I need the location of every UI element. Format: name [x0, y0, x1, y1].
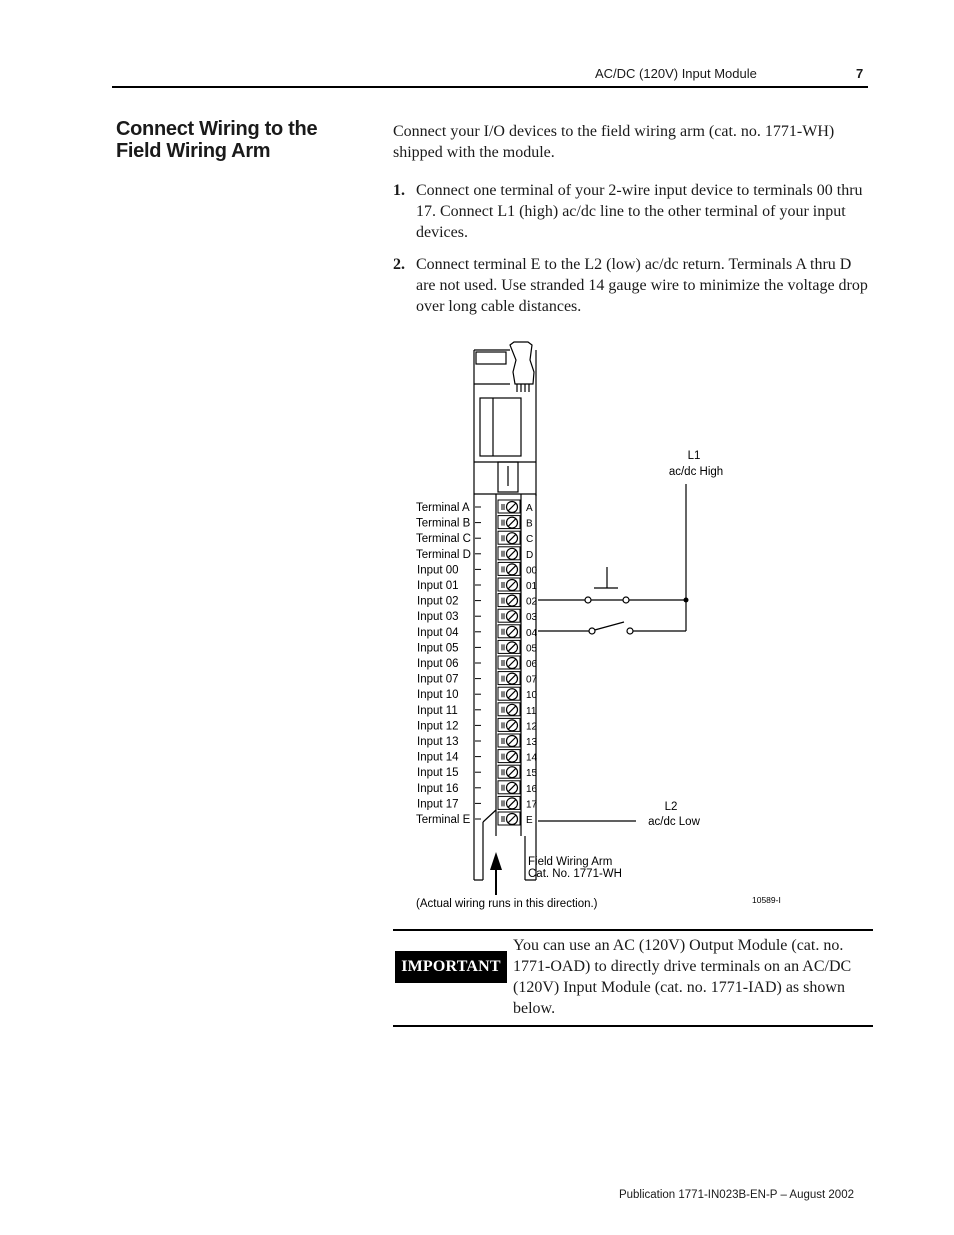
- terminal-code: 11: [526, 705, 537, 717]
- terminal-code: 03: [526, 612, 538, 624]
- terminal-screw: [475, 672, 520, 685]
- terminal-label: Terminal A: [416, 502, 470, 514]
- direction-note: (Actual wiring runs in this direction.): [416, 898, 598, 910]
- terminal-code: 17: [526, 799, 538, 811]
- important-top-rule: [393, 929, 873, 931]
- terminal-screw: [475, 734, 520, 747]
- l1-sub-label: ac/dc High: [668, 466, 724, 478]
- terminal-screw: [475, 656, 520, 669]
- important-text: You can use an AC (120V) Output Module (cat. no. 1771-OAD) to directly drive terminals on an AC/DC (120V) Input Module (cat. no. 1771-IAD) as shown below.: [513, 937, 852, 1017]
- terminal-code: 13: [526, 737, 538, 748]
- step-2-text: Connect terminal E to the L2 (low) ac/dc return. Terminals A thru D are not used. Use stranded 14 gauge wire to minimize the voltage drop over long cable distances.: [416, 256, 868, 315]
- terminal-code: A: [526, 503, 533, 514]
- terminal-label: Input 07: [417, 673, 459, 686]
- terminal-label: Input 01: [417, 580, 459, 592]
- publication-footer: Publication 1771-IN023B-EN-P – August 2002: [618, 1189, 854, 1201]
- arrow-head-icon: [490, 852, 502, 870]
- terminal-screw: [475, 531, 520, 544]
- terminal-label: Input 11: [417, 704, 458, 717]
- terminal-screw: [475, 625, 520, 638]
- terminal-label: Terminal E: [416, 814, 471, 826]
- terminal-label: Input 16: [417, 782, 459, 795]
- intro-paragraph: Connect your I/O devices to the field wiring arm (cat. no. 1771-WH) shipped with the module.: [393, 123, 835, 161]
- terminal-code: B: [526, 518, 533, 530]
- terminal-code: 04: [526, 627, 538, 639]
- terminal-screw: [475, 687, 520, 700]
- terminal-code: 06: [526, 659, 538, 670]
- terminal-rows: [475, 500, 520, 825]
- terminal-screw: [475, 500, 520, 513]
- terminal-code: 02: [526, 596, 538, 608]
- terminal-screw: [475, 703, 520, 716]
- l2-label: L2: [664, 801, 678, 813]
- terminal-code: 01: [526, 581, 538, 592]
- terminal-label: Input 05: [417, 642, 459, 655]
- terminal-code: 16: [526, 783, 538, 795]
- arm-cat-label: Cat. No. 1771-WH: [528, 868, 622, 880]
- terminal-label: Input 10: [417, 689, 459, 702]
- switch-circuit: [538, 484, 686, 821]
- terminal-code: 00: [526, 565, 538, 577]
- terminal-code: E: [526, 815, 533, 826]
- terminal-label: Terminal C: [416, 533, 471, 546]
- terminal-screw: [475, 640, 520, 653]
- terminal-screw: [475, 765, 520, 778]
- terminal-code: 05: [526, 643, 538, 655]
- terminal-label: Input 03: [417, 611, 459, 624]
- running-header: AC/DC (120V) Input Module: [595, 66, 757, 81]
- important-badge: IMPORTANT: [395, 951, 507, 983]
- terminal-screw: [475, 812, 520, 825]
- l1-label: L1: [687, 450, 701, 462]
- terminal-label: Input 04: [417, 626, 459, 639]
- terminal-label: Input 14: [417, 751, 459, 764]
- terminal-code: 12: [526, 721, 538, 733]
- step-2-number: 2.: [393, 256, 405, 273]
- terminal-screw: [475, 562, 520, 575]
- terminal-screw: [475, 594, 520, 607]
- terminal-screw: [475, 796, 520, 809]
- terminal-label: Input 06: [417, 658, 459, 670]
- terminal-screw: [475, 547, 520, 560]
- arm-label: Field Wiring Arm: [528, 856, 613, 868]
- terminal-screw: [475, 718, 520, 731]
- terminal-screw: [475, 578, 520, 591]
- terminal-label: Input 00: [417, 564, 459, 577]
- terminal-label: Input 17: [417, 798, 459, 811]
- terminal-code: 07: [526, 674, 538, 686]
- section-title: Connect Wiring to the Field Wiring Arm: [116, 118, 318, 162]
- terminal-label: Input 15: [417, 767, 459, 780]
- terminal-screw: [475, 750, 520, 763]
- terminal-screw: [475, 781, 520, 794]
- terminal-code: 14: [526, 752, 538, 764]
- l2-sub-label: ac/dc Low: [648, 816, 700, 828]
- step-1-number: 1.: [393, 182, 405, 199]
- figure-id: 10589-I: [752, 895, 781, 905]
- terminal-screw: [475, 516, 520, 529]
- terminal-code: D: [526, 549, 534, 561]
- terminal-screw: [475, 609, 520, 622]
- terminal-label: Input 12: [417, 720, 459, 733]
- terminal-label: Input 02: [417, 595, 459, 608]
- terminal-code: C: [526, 534, 534, 546]
- terminal-code: 15: [526, 768, 538, 780]
- page-number: 7: [856, 66, 864, 81]
- important-bottom-rule: [393, 1025, 873, 1027]
- terminal-label: Terminal B: [416, 517, 471, 530]
- terminal-label: Input 13: [417, 736, 459, 748]
- terminal-code: 10: [526, 690, 538, 702]
- step-1-text: Connect one terminal of your 2-wire input device to terminals 00 thru 17. Connect L1 (high) ac/dc line to the other terminal of your input devices.: [416, 182, 863, 241]
- terminal-label: Terminal D: [416, 548, 471, 561]
